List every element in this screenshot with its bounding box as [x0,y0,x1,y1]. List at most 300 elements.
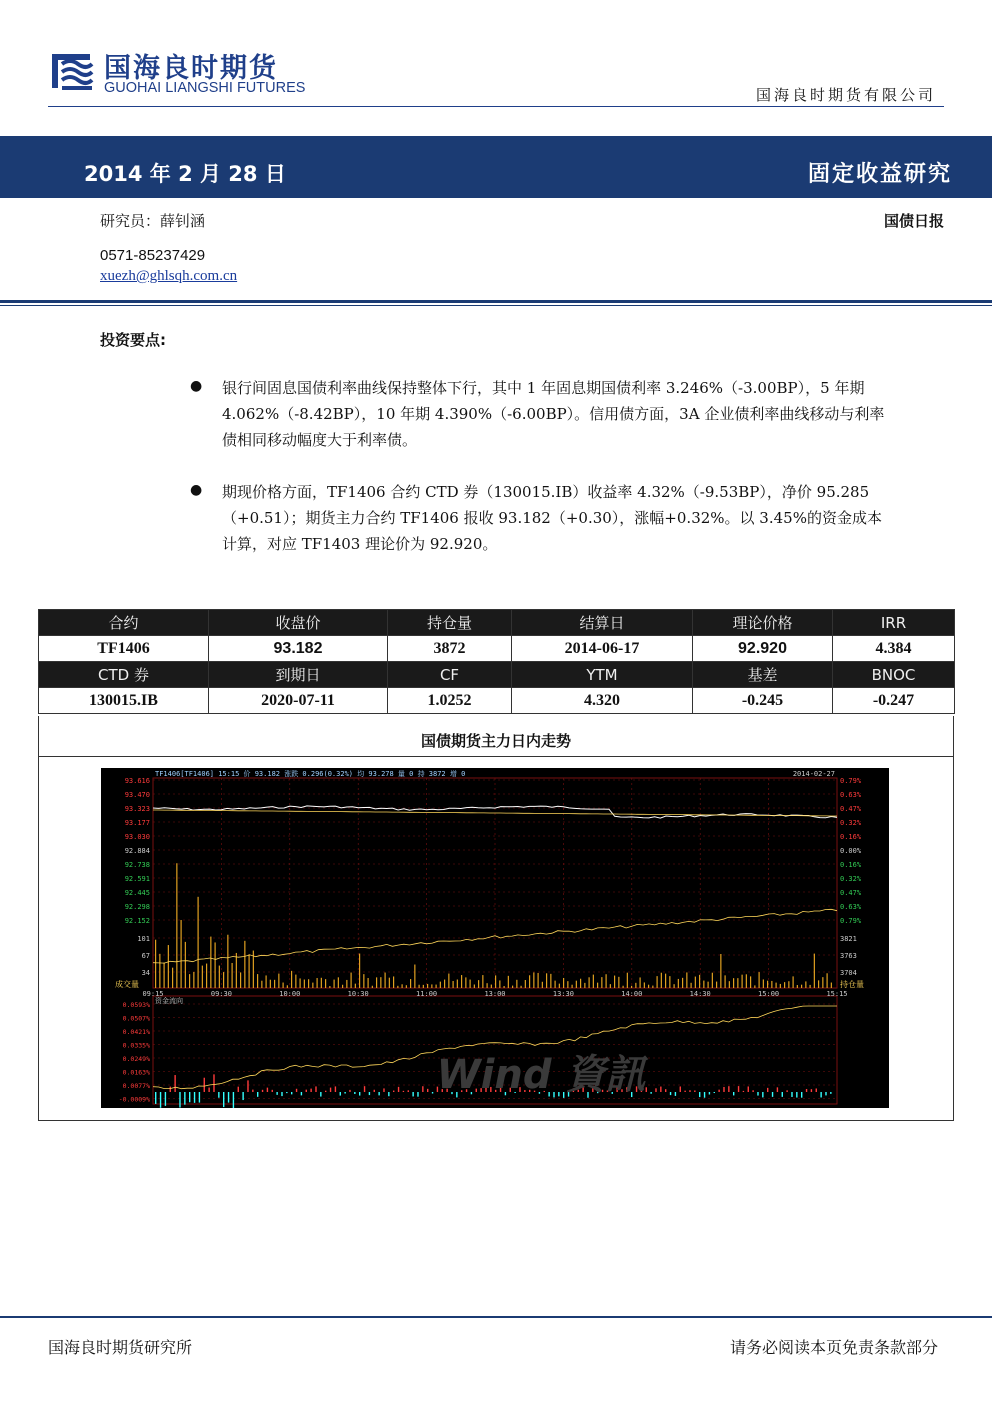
table-cell: 4.320 [512,688,693,714]
volume-bar [206,964,207,988]
flow-bar [242,1092,243,1100]
volume-bar [410,979,411,988]
volume-bar [249,954,250,988]
volume-bar [521,986,522,988]
volume-bar [712,973,713,988]
volume-bar [742,975,743,988]
table-header-row [39,610,955,636]
report-category: 固定收益研究 [807,162,952,187]
oi-tick-label: 3704 [840,969,857,977]
volume-bar [508,976,509,988]
volume-bar [699,975,700,988]
volume-bar [172,968,173,988]
flow-bar [233,1092,234,1108]
volume-bar [640,977,641,988]
volume-bar [431,984,432,988]
footer-divider [0,1316,992,1318]
oi-tick-label: 3763 [840,952,857,960]
volume-bar [457,979,458,988]
flow-bar [170,1087,171,1092]
flow-bar [388,1092,389,1096]
header-cell: 结算日 [512,610,693,636]
header-divider [48,106,944,107]
chart-date: 2014-02-27 [792,770,835,778]
flow-bar [291,1092,292,1094]
flow-bar [344,1092,345,1094]
volume-bar [771,981,772,988]
flow-bar [184,1092,185,1105]
volume-bar [368,978,369,988]
volume-bar [716,982,717,988]
volume-bar [737,978,738,988]
volume-bar [295,975,296,988]
header-cell: CTD 券 [39,662,209,688]
flow-bar [709,1092,710,1094]
flow-bar [767,1088,768,1092]
volume-bar [822,977,823,988]
volume-bar [491,985,492,988]
volume-bar [635,983,636,988]
volume-bar [193,972,194,988]
flow-bar [378,1092,379,1095]
table-header-row [39,662,955,688]
chart-info-bar: TF1406[TF1406] 15:15 价 93.182 涨跌 0.296(0.32%) 均 93.278 量 0 持 3872 增 0 [155,770,466,778]
flow-bar [335,1086,336,1092]
volume-bar [695,977,696,988]
flow-label: 资金流向 [155,997,183,1005]
flow-bar [272,1090,273,1092]
volume-bar [236,953,237,988]
volume-bar [266,975,267,988]
table-cell: 92.920 [693,636,833,662]
table-row [39,688,955,714]
volume-bar [627,973,628,988]
flow-bar [806,1089,807,1092]
volume-bar [287,985,288,988]
price-tick-label: 92.884 [124,847,150,855]
header-cell: 收盘价 [209,610,388,636]
volume-bar [487,983,488,988]
flow-tick-label: 0.0593% [122,1001,150,1009]
flow-bar [403,1091,404,1092]
flow-bar [247,1080,248,1092]
header-cell: 合约 [39,610,209,636]
volume-bar [329,986,330,988]
section-title: 投资要点: [100,331,166,349]
volume-bar [576,981,577,988]
volume-bar [533,972,534,988]
bullet-text: 银行间固息国债利率曲线保持整体下行，其中 1 年固息期国债利率 3.246%（-3.00BP），5 年期 4.062%（-8.42BP），10 年期 4.390%（-6.00BP）。信用债方面，3A 企业债利率曲线移动与利率债相同移动幅度大于利率债。 [222,379,885,449]
volume-bar [550,974,551,988]
flow-bar [796,1092,797,1098]
flow-bar [825,1092,826,1095]
pct-tick-label: 0.63% [840,903,862,911]
table-cell: 130015.IB [39,688,209,714]
flow-bar [684,1091,685,1092]
flow-bar [174,1075,175,1092]
volume-bar [423,985,424,988]
volume-bar [240,972,241,988]
volume-bar [482,975,483,988]
volume-bar [427,984,428,988]
volume-bar [669,976,670,988]
time-tick-label: 11:00 [416,990,438,998]
flow-bar [694,1090,695,1092]
flow-bar [417,1092,418,1097]
volume-bar [818,980,819,988]
price-tick-label: 92.445 [124,889,150,897]
flow-bar [714,1092,715,1093]
flow-bar [675,1092,676,1096]
volume-bar [436,985,437,988]
volume-bar [359,954,360,988]
flow-bar [801,1092,802,1098]
pct-tick-label: 0.63% [840,791,862,799]
flow-bar [733,1092,734,1095]
flow-bar [194,1092,195,1103]
flow-bar [364,1086,365,1092]
volume-bar [525,980,526,988]
flow-bar [189,1092,190,1102]
volume-bar [584,983,585,988]
table-cell: -0.247 [833,688,955,714]
flow-bar [762,1092,763,1097]
header-cell: YTM [512,662,693,688]
volume-bar [389,978,390,988]
volume-bar [720,954,721,988]
price-tick-label: 93.177 [124,819,150,827]
flow-bar [325,1091,326,1092]
volume-bar [691,983,692,988]
footer-disclaimer: 请务必阅读本页免责条款部分 [729,1338,938,1357]
flow-bar [315,1086,316,1092]
flow-bar [830,1092,831,1094]
volume-bar [261,981,262,988]
volume-bar [597,983,598,988]
flow-bar [165,1092,166,1106]
volume-bar [512,986,513,988]
volume-bar [763,979,764,988]
header-cell: 持仓量 [388,610,512,636]
volume-bar [784,982,785,988]
flow-bar [398,1087,399,1092]
company-name-cn: 国海良时期货 [104,53,278,84]
volume-bar [589,977,590,988]
volume-label: 成交量 [115,980,139,989]
volume-bar [538,973,539,988]
flow-bar [228,1092,229,1103]
flow-bar [238,1087,239,1092]
volume-bar [300,978,301,988]
flow-bar [155,1092,156,1104]
volume-bar [465,977,466,988]
price-tick-label: 93.323 [124,805,150,813]
volume-bar [215,942,216,988]
pct-tick-label: 0.00% [840,847,862,855]
volume-bar [631,986,632,988]
volume-bar [478,980,479,988]
flow-bar [310,1089,311,1092]
table-cell: -0.245 [693,688,833,714]
price-tick-label: 92.298 [124,903,150,911]
flow-bar [738,1086,739,1092]
flow-bar [369,1092,370,1095]
volume-bar [703,981,704,988]
volume-bar [665,974,666,988]
volume-bar [516,980,517,988]
volume-bar [733,978,734,988]
time-tick-label: 09:30 [210,990,232,998]
volume-bar [499,980,500,988]
volume-bar [274,980,275,988]
volume-bar [232,963,233,988]
volume-bar [678,979,679,988]
analyst-name: 研究员：薛钊涵 [100,212,206,230]
header-cell: CF [388,662,512,688]
flow-bar [213,1074,214,1092]
flow-bar [218,1092,219,1098]
oi-tick-label: 3821 [840,935,857,943]
volume-bar [363,974,364,988]
pct-tick-label: 0.16% [840,833,862,841]
flow-bar [655,1088,656,1092]
volume-bar [648,985,649,988]
table-cell: 3872 [388,636,512,662]
time-tick-label: 10:00 [279,990,301,998]
flow-bar [748,1086,749,1092]
volume-bar [504,986,505,988]
volume-bar [227,935,228,988]
flow-tick-label: 0.0249% [122,1055,150,1063]
table-cell: 2014-06-17 [512,636,693,662]
flow-bar [811,1089,812,1092]
flow-bar [199,1092,200,1103]
time-tick-label: 09:15 [142,990,164,998]
volume-bar [559,984,560,988]
volume-bar [244,941,245,988]
flow-tick-label: 0.0421% [122,1028,150,1036]
flow-bar [276,1092,277,1095]
volume-bar [223,972,224,988]
flow-tick-label: 0.0335% [122,1041,150,1050]
flow-bar [660,1087,661,1092]
flow-bar [432,1092,433,1094]
header-cell: BNOC [833,662,955,688]
flow-bar [782,1092,783,1097]
time-tick-label: 13:00 [484,990,506,998]
company-name-en: GUOHAI LIANGSHI FUTURES [104,80,306,96]
flow-tick-label: 0.0077% [122,1082,150,1090]
volume-bar [601,977,602,988]
pct-tick-label: 0.32% [840,819,862,827]
flow-bar [427,1089,428,1092]
flow-bar [791,1092,792,1097]
flow-bar [267,1088,268,1092]
footer-institute: 国海良时期货研究所 [48,1338,193,1357]
volume-bar [393,976,394,988]
price-tick-label: 92.152 [124,917,150,925]
volume-bar [312,983,313,988]
intraday-chart [101,768,889,1108]
volume-bar [793,976,794,988]
flow-bar [223,1092,224,1107]
flow-bar [680,1086,681,1092]
company-logo-icon [48,48,94,94]
volume-bar [419,985,420,988]
flow-bar [354,1092,355,1094]
volume-bar [453,981,454,988]
quote-table [38,609,955,714]
volume-bar [725,975,726,988]
flow-bar [208,1088,209,1092]
volume-bar [797,985,798,988]
volume-bar [342,985,343,988]
volume-bar [810,985,811,988]
volume-bar [325,979,326,988]
flow-bar [723,1087,724,1092]
volume-bar [572,985,573,988]
volume-bar [682,978,683,988]
volume-bar [444,980,445,988]
volume-bar [470,980,471,988]
volume-bar [674,984,675,988]
volume-bar [546,973,547,988]
volume-bar [780,984,781,988]
header-cell: 基差 [693,662,833,688]
time-tick-label: 15:15 [826,990,848,998]
volume-bar [257,974,258,988]
table-row [39,636,955,662]
time-tick-label: 13:30 [552,990,574,998]
volume-bar [729,981,730,988]
table-cell: TF1406 [39,636,209,662]
chart-title-divider [38,756,954,757]
volume-bar [814,954,815,988]
volume-bar [610,984,611,988]
volume-bar [776,983,777,988]
volume-bar [708,982,709,988]
flow-bar [757,1092,758,1096]
volume-bar [334,980,335,988]
flow-bar [665,1089,666,1092]
volume-bar [754,985,755,988]
volume-bar [657,976,658,988]
flow-bar [262,1090,263,1092]
flow-bar [281,1092,282,1096]
volume-bar [686,972,687,988]
flow-bar [743,1091,744,1092]
volume-bar [805,981,806,988]
volume-bar [644,982,645,988]
bullet-text: 期现价格方面，TF1406 合约 CTD 券（130015.IB）收益率 4.32%（-9.53BP），净价 95.285（+0.51）；期货主力合约 TF1406 报收 93.182（+0.30），涨幅+0.32%。以 3.45%的资金成本计算，对应 TF1403 理论价为 92.920。 [222,483,882,553]
volume-bar [623,986,624,988]
flow-bar [699,1092,700,1097]
volume-bar [304,980,305,988]
volume-bar [168,945,169,988]
flow-bar [728,1086,729,1092]
volume-bar [746,974,747,988]
volume-bar [176,863,177,988]
flow-bar [383,1088,384,1092]
volume-bar [380,977,381,988]
volume-bar [618,977,619,988]
volume-bar [580,979,581,988]
flow-bar [257,1092,258,1097]
volume-bar [788,981,789,988]
volume-tick-label: 34 [141,969,150,977]
volume-bar [185,942,186,988]
volume-bar [210,937,211,988]
pct-tick-label: 0.79% [840,917,862,925]
pct-tick-label: 0.32% [840,875,862,883]
flow-bar [670,1092,671,1095]
analyst-email-link[interactable]: xuezh@ghlsqh.com.cn [100,268,238,284]
flow-bar [330,1088,331,1092]
flow-bar [704,1092,705,1098]
volume-bar [614,976,615,988]
flow-bar [374,1090,375,1092]
volume-bar [606,974,607,988]
time-tick-label: 15:00 [758,990,780,998]
volume-bar [652,986,653,988]
oi-label: 持仓量 [840,980,864,989]
flow-bar [204,1078,205,1092]
pct-tick-label: 0.16% [840,861,862,869]
table-cell: 4.384 [833,636,955,662]
chart-watermark: Wind 資訊 [436,1052,646,1098]
volume-bar [406,985,407,988]
header-cell: 到期日 [209,662,388,688]
chart-title: 国债期货主力日内走势 [420,732,571,750]
flow-bar [772,1092,773,1097]
flow-bar [296,1089,297,1092]
flow-bar [820,1092,821,1097]
header-cell: IRR [833,610,955,636]
volume-bar [448,974,449,988]
volume-bar [474,985,475,988]
table-cell: 2020-07-11 [209,688,388,714]
volume-bar [283,983,284,988]
flow-bar [816,1088,817,1092]
volume-bar [461,975,462,988]
time-tick-label: 14:00 [621,990,643,998]
flow-bar [777,1087,778,1092]
flow-bar [359,1092,360,1096]
price-tick-label: 93.030 [124,833,150,841]
volume-bar [440,982,441,988]
volume-bar [831,983,832,988]
volume-bar [414,965,415,988]
volume-bar [198,897,199,988]
flow-bar [786,1090,787,1092]
volume-bar [385,973,386,988]
volume-bar [376,977,377,988]
volume-bar [827,973,828,988]
section-divider-thin [0,305,992,306]
time-tick-label: 14:30 [689,990,711,998]
flow-bar [393,1091,394,1092]
volume-tick-label: 67 [141,952,150,960]
volume-bar [801,985,802,988]
volume-bar [321,978,322,988]
volume-bar [159,954,160,988]
flow-bar [422,1086,423,1092]
time-tick-label: 10:30 [347,990,369,998]
volume-bar [346,980,347,988]
volume-bar [278,974,279,988]
flow-bar [286,1092,287,1093]
header-cell: 理论价格 [693,610,833,636]
